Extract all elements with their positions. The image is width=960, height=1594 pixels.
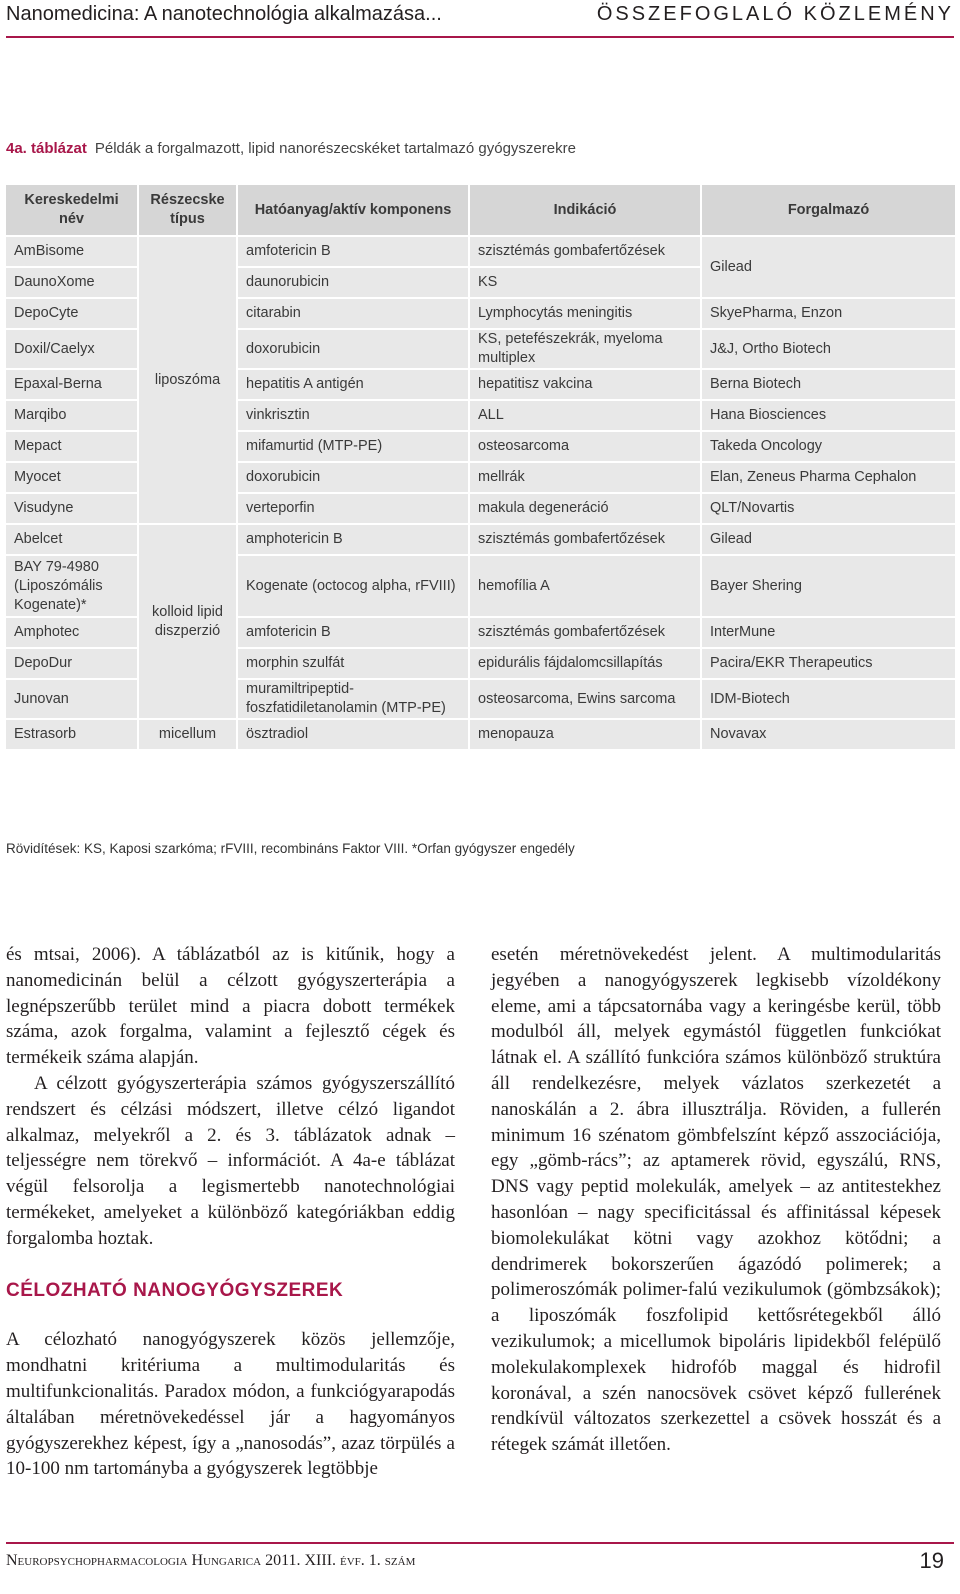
cell-distributor: InterMune	[701, 617, 956, 648]
table-row	[5, 236, 956, 267]
page-header	[6, 0, 954, 38]
cell-distributor: Hana Biosciences	[701, 400, 956, 431]
cell-distributor: J&J, Ortho Biotech	[701, 329, 956, 369]
table-header-row	[5, 184, 956, 236]
table-caption-text: Példák a forgalmazott, lipid nanorészecskéket tartalmazó gyógyszerekre	[94, 140, 576, 157]
section-heading: CÉLOZHATÓ NANOGYÓGYSZEREK	[6, 1279, 344, 1301]
drug-table	[4, 183, 957, 751]
cell-distributor: IDM-Biotech	[701, 679, 956, 719]
cell-component: amfotericin B	[237, 617, 469, 648]
cell-name: DepoDur	[5, 648, 138, 679]
cell-indication: menopauza	[469, 719, 701, 750]
cell-indication: szisztémás gombafertőzések	[469, 617, 701, 648]
cell-type-kolloid: kolloid lipid diszperzió	[138, 524, 237, 719]
cell-indication: hepatitisz vakcina	[469, 369, 701, 400]
col-header-component: Hatóanyag/aktív komponens	[237, 184, 469, 236]
cell-component: Kogenate (octocog alpha, rFVIII)	[237, 555, 469, 617]
cell-indication: szisztémás gombafertőzések	[469, 524, 701, 555]
cell-distributor: Gilead	[701, 524, 956, 555]
col-header-type: Részecske típus	[138, 184, 237, 236]
table-row	[5, 719, 956, 750]
cell-name: Estrasorb	[5, 719, 138, 750]
page-number: 19	[919, 1548, 944, 1573]
cell-distributor: QLT/Novartis	[701, 493, 956, 524]
cell-component: amfotericin B	[237, 236, 469, 267]
cell-component: daunorubicin	[237, 267, 469, 298]
cell-component: hepatitis A antigén	[237, 369, 469, 400]
table-caption	[6, 140, 576, 157]
cell-name: DaunoXome	[5, 267, 138, 298]
body-paragraph: A célozható nanogyógyszerek közös jellemzője, mondhatni kritériuma a multimodularitás és multifunkcionalitás. Paradox módon, a funkciógyarapodás általában méretnövekedéssel jár a hagyományos gyógyszerekhez képest, így a „nanosodás”, azaz törpülés a 10-100 nm tartományba a gyógyszerek legtöbbje	[6, 1329, 455, 1480]
cell-indication: Lymphocytás meningitis	[469, 298, 701, 329]
cell-distributor: SkyePharma, Enzon	[701, 298, 956, 329]
cell-name: Amphotec	[5, 617, 138, 648]
cell-indication: makula degeneráció	[469, 493, 701, 524]
running-title: Nanomedicina: A nanotechnológia alkalmazása...	[6, 3, 442, 25]
cell-distributor: Berna Biotech	[701, 369, 956, 400]
cell-name: Mepact	[5, 431, 138, 462]
cell-indication: mellrák	[469, 462, 701, 493]
journal-citation: Neuropsychopharmacologia Hungarica 2011. XIII. évf. 1. szám	[6, 1552, 416, 1569]
body-paragraph: A célzott gyógyszerterápia számos gyógyszerszállító rendszert és célzási módszert, illetve célzó ligandot alkalmaz, melyekről a 2. és 3. táblázatok adnak – teljességre nem törekvő – információt. A 4a-e táblázat végül felsorolja a legismertebb nanotechnológiai termékeket, amelyeket a különböző kategóriákban eddig forgalomba hoztak.	[6, 1072, 455, 1249]
cell-name: BAY 79-4980 (Liposzómális Kogenate)*	[5, 555, 138, 617]
cell-distributor: Bayer Shering	[701, 555, 956, 617]
cell-name: Junovan	[5, 679, 138, 719]
cell-indication: ALL	[469, 400, 701, 431]
col-header-name: Kereskedelmi név	[5, 184, 138, 236]
body-column-right	[491, 942, 941, 1458]
cell-indication: osteosarcoma	[469, 431, 701, 462]
cell-component: citarabin	[237, 298, 469, 329]
cell-name: Visudyne	[5, 493, 138, 524]
article-type: ÖSSZEFOGLALÓ KÖZLEMÉNY	[596, 3, 954, 25]
col-header-distributor: Forgalmazó	[701, 184, 956, 236]
cell-component: morphin szulfát	[237, 648, 469, 679]
cell-indication: osteosarcoma, Ewins sarcoma	[469, 679, 701, 719]
cell-name: Epaxal-Berna	[5, 369, 138, 400]
cell-distributor: Pacira/EKR Therapeutics	[701, 648, 956, 679]
cell-name: DepoCyte	[5, 298, 138, 329]
cell-component: vinkrisztin	[237, 400, 469, 431]
page-footer	[6, 1542, 954, 1584]
cell-type-micellum: micellum	[138, 719, 237, 750]
table-footnote: Rövidítések: KS, Kaposi szarkóma; rFVIII, recombináns Faktor VIII. *Orfan gyógyszer engedély	[6, 841, 575, 856]
cell-name: AmBisome	[5, 236, 138, 267]
cell-distributor: Takeda Oncology	[701, 431, 956, 462]
cell-name: Myocet	[5, 462, 138, 493]
cell-component: doxorubicin	[237, 329, 469, 369]
cell-component: muramiltripeptid-foszfatidiletanolamin (MTP-PE)	[237, 679, 469, 719]
cell-component: amphotericin B	[237, 524, 469, 555]
cell-indication: KS, petefészekrák, myeloma multiplex	[469, 329, 701, 369]
cell-component: ösztradiol	[237, 719, 469, 750]
cell-distributor: Elan, Zeneus Pharma Cephalon	[701, 462, 956, 493]
cell-name: Abelcet	[5, 524, 138, 555]
cell-component: doxorubicin	[237, 462, 469, 493]
cell-name: Marqibo	[5, 400, 138, 431]
cell-indication: epidurális fájdalomcsillapítás	[469, 648, 701, 679]
body-column-left	[6, 942, 455, 1482]
cell-distributor: Novavax	[701, 719, 956, 750]
cell-component: verteporfin	[237, 493, 469, 524]
cell-distributor: Gilead	[701, 236, 956, 298]
body-paragraph: és mtsai, 2006). A táblázatból az is kitűnik, hogy a nanomedicinán belül a célzott gyógyszerterápia a legnépszerűbb terület mind a piacra dobott termékek száma, azok forgalma, valamint a fejlesztő cégek és termékeik száma alapján.	[6, 944, 455, 1069]
table-caption-label: 4a. táblázat	[6, 140, 87, 157]
cell-indication: szisztémás gombafertőzések	[469, 236, 701, 267]
cell-name: Doxil/Caelyx	[5, 329, 138, 369]
col-header-indication: Indikáció	[469, 184, 701, 236]
cell-indication: hemofília A	[469, 555, 701, 617]
cell-indication: KS	[469, 267, 701, 298]
table-row	[5, 524, 956, 555]
cell-type-liposzoma: liposzóma	[138, 236, 237, 524]
body-paragraph: esetén méretnövekedést jelent. A multimodularitás jegyében a nanogyógyszerek legkisebb vízoldékony eleme, ami a tápcsatornába vagy a keringésbe kerül, több modulból áll, melyek egymástól független funkciókat látnak el. A szállító funkcióra számos különböző struktúra áll rendelkezésre, melyek vázlatos szerkezetét a nanoskálán a 2. ábra illusztrálja. Röviden, a fullerén minimum 16 szénatom gömbfelszínt képző asszociációja, egy „gömb-rács”; az aptamerek rövid, egyszálú, RNS, DNS vagy peptid molekulák, amelyek – az antitestekhez hasonlóan – nagy specificitással és affinitással képesek biomolekulákat kötni vagy azokhoz kötődni; a dendrimerek bokorszerűen ágazódó polimerek; a polimeroszómák polimer-falú vezikulumok (gömbzsákok); a liposzómák foszfolipid kettősrétegekből álló vezikulumok; a micellumok bipoláris lipidekből felépülő molekulakomplexek hidrofób maggal és hidrofil koronával, a szén nanocsövek csövet képző fullerének rendkívül változatos szerkezettel a csövek hosszát és a rétegek számát illetően.	[491, 944, 941, 1456]
cell-component: mifamurtid (MTP-PE)	[237, 431, 469, 462]
